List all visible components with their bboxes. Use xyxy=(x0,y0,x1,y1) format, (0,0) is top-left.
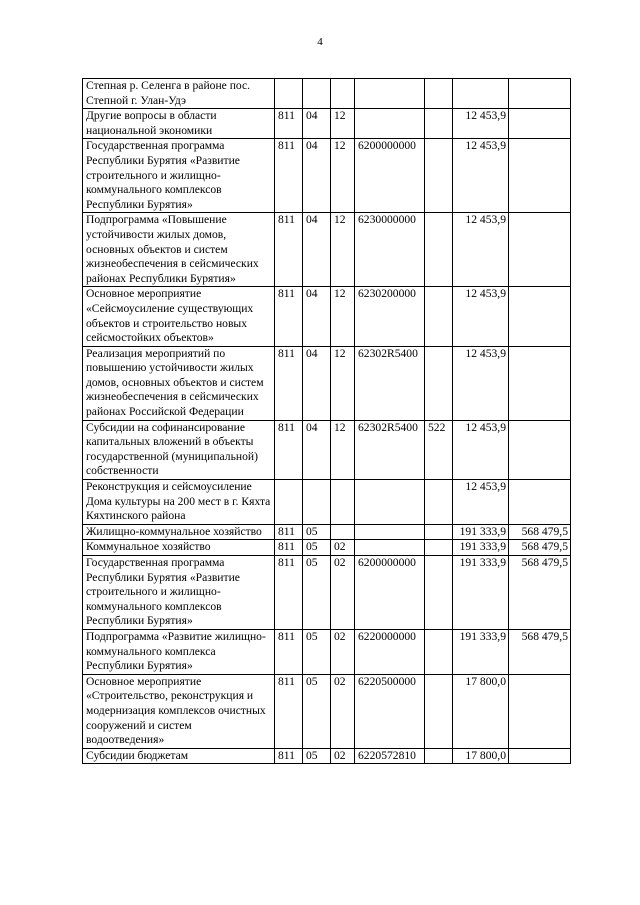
amount-year1-cell: 12 453,9 xyxy=(453,109,509,139)
amount-year2-cell xyxy=(509,79,571,109)
target-article-cell: 6220000000 xyxy=(355,629,425,674)
amount-year1-cell: 191 333,9 xyxy=(453,556,509,630)
subsection-cell xyxy=(331,524,355,540)
amount-year2-cell: 568 479,5 xyxy=(509,556,571,630)
ministry-code-cell xyxy=(275,79,303,109)
expenditure-name-cell: Коммунальное хозяйство xyxy=(83,540,275,556)
amount-year2-cell xyxy=(509,480,571,525)
amount-year1-cell: 12 453,9 xyxy=(453,480,509,525)
expenditure-name-cell: Государственная программа Республики Бурятия «Развитие строительного и жилищно-коммунального комплексов Республики Бурятия» xyxy=(83,139,275,213)
expenditure-name-cell: Государственная программа Республики Бурятия «Развитие строительного и жилищно-коммунального комплексов Республики Бурятия» xyxy=(83,556,275,630)
amount-year1-cell xyxy=(453,79,509,109)
target-article-cell: 6230000000 xyxy=(355,213,425,287)
expenditure-name-cell: Подпрограмма «Повышение устойчивости жилых домов, основных объектов и систем жизнеобеспечения в сейсмических районах Республики Бурятия» xyxy=(83,213,275,287)
ministry-code-cell: 811 xyxy=(275,748,303,764)
amount-year2-cell: 568 479,5 xyxy=(509,540,571,556)
table-row xyxy=(83,346,571,420)
expenditure-type-cell xyxy=(425,480,453,525)
amount-year1-cell: 17 800,0 xyxy=(453,674,509,748)
amount-year1-cell: 191 333,9 xyxy=(453,629,509,674)
expenditure-type-cell xyxy=(425,287,453,346)
subsection-cell: 02 xyxy=(331,556,355,630)
amount-year1-cell: 12 453,9 xyxy=(453,346,509,420)
target-article-cell: 6200000000 xyxy=(355,556,425,630)
subsection-cell xyxy=(331,480,355,525)
table-row xyxy=(83,213,571,287)
ministry-code-cell: 811 xyxy=(275,287,303,346)
expenditure-name-cell: Основное мероприятие «Сейсмоусиление существующих объектов и строительство новых сейсмостойких объектов» xyxy=(83,287,275,346)
ministry-code-cell: 811 xyxy=(275,346,303,420)
amount-year1-cell: 12 453,9 xyxy=(453,287,509,346)
target-article-cell: 62302R5400 xyxy=(355,346,425,420)
section-cell xyxy=(303,480,331,525)
expenditure-type-cell xyxy=(425,109,453,139)
table-row xyxy=(83,524,571,540)
target-article-cell xyxy=(355,540,425,556)
table-row xyxy=(83,480,571,525)
amount-year2-cell xyxy=(509,748,571,764)
subsection-cell: 02 xyxy=(331,748,355,764)
table-row xyxy=(83,556,571,630)
budget-table xyxy=(82,78,571,764)
expenditure-name-cell: Реконструкция и сейсмоусиление Дома культуры на 200 мест в г. Кяхта Кяхтинского района xyxy=(83,480,275,525)
subsection-cell: 02 xyxy=(331,540,355,556)
expenditure-name-cell: Жилищно-коммунальное хозяйство xyxy=(83,524,275,540)
ministry-code-cell: 811 xyxy=(275,420,303,479)
subsection-cell: 02 xyxy=(331,674,355,748)
table-row xyxy=(83,79,571,109)
section-cell: 05 xyxy=(303,540,331,556)
expenditure-type-cell xyxy=(425,748,453,764)
subsection-cell: 12 xyxy=(331,109,355,139)
target-article-cell: 6230200000 xyxy=(355,287,425,346)
expenditure-type-cell xyxy=(425,79,453,109)
ministry-code-cell: 811 xyxy=(275,524,303,540)
ministry-code-cell: 811 xyxy=(275,674,303,748)
budget-table-body xyxy=(83,79,571,764)
expenditure-type-cell xyxy=(425,213,453,287)
subsection-cell: 12 xyxy=(331,139,355,213)
amount-year2-cell xyxy=(509,346,571,420)
expenditure-name-cell: Другие вопросы в области национальной экономики xyxy=(83,109,275,139)
expenditure-name-cell: Основное мероприятие «Строительство, реконструкция и модернизация комплексов очистных сооружений и систем водоотведения» xyxy=(83,674,275,748)
target-article-cell xyxy=(355,109,425,139)
section-cell: 04 xyxy=(303,139,331,213)
expenditure-name-cell: Субсидии бюджетам xyxy=(83,748,275,764)
table-row xyxy=(83,420,571,479)
target-article-cell xyxy=(355,79,425,109)
expenditure-type-cell xyxy=(425,556,453,630)
expenditure-type-cell: 522 xyxy=(425,420,453,479)
subsection-cell xyxy=(331,79,355,109)
target-article-cell xyxy=(355,524,425,540)
expenditure-type-cell xyxy=(425,540,453,556)
table-row xyxy=(83,674,571,748)
table-row xyxy=(83,109,571,139)
amount-year2-cell: 568 479,5 xyxy=(509,524,571,540)
amount-year1-cell: 12 453,9 xyxy=(453,420,509,479)
expenditure-type-cell xyxy=(425,346,453,420)
amount-year2-cell: 568 479,5 xyxy=(509,629,571,674)
expenditure-type-cell xyxy=(425,629,453,674)
target-article-cell: 6220572810 xyxy=(355,748,425,764)
amount-year2-cell xyxy=(509,213,571,287)
amount-year2-cell xyxy=(509,420,571,479)
amount-year1-cell: 12 453,9 xyxy=(453,139,509,213)
amount-year1-cell: 191 333,9 xyxy=(453,524,509,540)
subsection-cell: 12 xyxy=(331,420,355,479)
section-cell xyxy=(303,79,331,109)
subsection-cell: 02 xyxy=(331,629,355,674)
expenditure-name-cell: Реализация мероприятий по повышению устойчивости жилых домов, основных объектов и систем жизнеобеспечения в сейсмических районах Российской Федерации xyxy=(83,346,275,420)
expenditure-type-cell xyxy=(425,139,453,213)
target-article-cell: 62302R5400 xyxy=(355,420,425,479)
expenditure-name-cell: Субсидии на софинансирование капитальных вложений в объекты государственной (муниципальной) собственности xyxy=(83,420,275,479)
target-article-cell: 6220500000 xyxy=(355,674,425,748)
ministry-code-cell: 811 xyxy=(275,629,303,674)
subsection-cell: 12 xyxy=(331,346,355,420)
page-number: 4 xyxy=(317,36,323,48)
amount-year2-cell xyxy=(509,139,571,213)
section-cell: 04 xyxy=(303,346,331,420)
ministry-code-cell: 811 xyxy=(275,540,303,556)
target-article-cell xyxy=(355,480,425,525)
expenditure-name-cell: Степная р. Селенга в районе пос. Степной г. Улан-Удэ xyxy=(83,79,275,109)
section-cell: 04 xyxy=(303,420,331,479)
amount-year2-cell xyxy=(509,674,571,748)
amount-year2-cell xyxy=(509,287,571,346)
subsection-cell: 12 xyxy=(331,287,355,346)
ministry-code-cell: 811 xyxy=(275,213,303,287)
ministry-code-cell xyxy=(275,480,303,525)
amount-year1-cell: 191 333,9 xyxy=(453,540,509,556)
section-cell: 04 xyxy=(303,109,331,139)
table-row xyxy=(83,139,571,213)
section-cell: 05 xyxy=(303,629,331,674)
ministry-code-cell: 811 xyxy=(275,556,303,630)
section-cell: 05 xyxy=(303,524,331,540)
amount-year1-cell: 12 453,9 xyxy=(453,213,509,287)
target-article-cell: 6200000000 xyxy=(355,139,425,213)
subsection-cell: 12 xyxy=(331,213,355,287)
amount-year1-cell: 17 800,0 xyxy=(453,748,509,764)
table-row xyxy=(83,540,571,556)
section-cell: 04 xyxy=(303,287,331,346)
amount-year2-cell xyxy=(509,109,571,139)
expenditure-type-cell xyxy=(425,674,453,748)
table-row xyxy=(83,748,571,764)
section-cell: 05 xyxy=(303,556,331,630)
ministry-code-cell: 811 xyxy=(275,139,303,213)
table-row xyxy=(83,287,571,346)
section-cell: 05 xyxy=(303,748,331,764)
table-row xyxy=(83,629,571,674)
expenditure-type-cell xyxy=(425,524,453,540)
expenditure-name-cell: Подпрограмма «Развитие жилищно-коммунального комплекса Республики Бурятия» xyxy=(83,629,275,674)
section-cell: 04 xyxy=(303,213,331,287)
ministry-code-cell: 811 xyxy=(275,109,303,139)
section-cell: 05 xyxy=(303,674,331,748)
